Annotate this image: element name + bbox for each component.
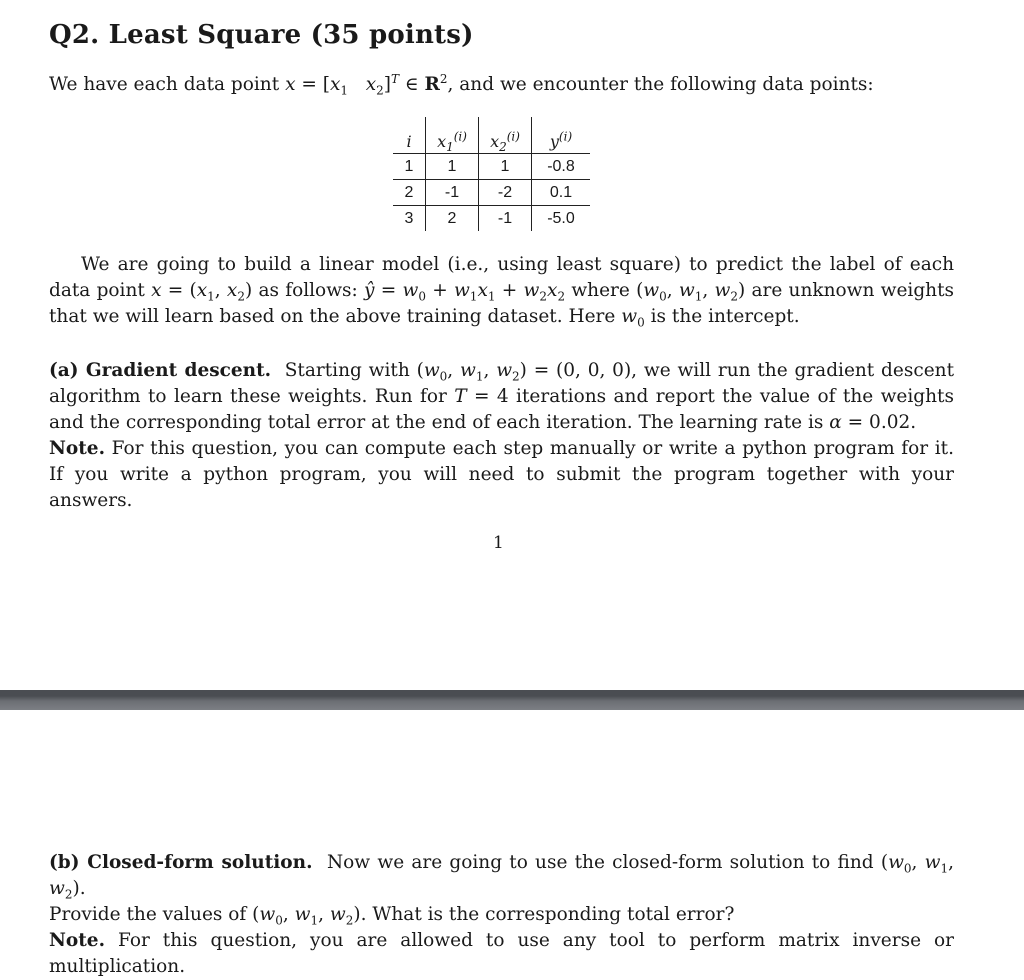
part-b-heading: (b) Closed-form solution. bbox=[49, 852, 313, 873]
part-b-text-1: Now we are going to use the closed-form solution to find bbox=[326, 852, 874, 873]
table-cell: -5.0 bbox=[547, 209, 575, 227]
part-b-text-3: Provide the values of bbox=[49, 904, 247, 925]
header-i: i bbox=[393, 117, 426, 154]
header-y: $y^{(i)}$ bbox=[532, 117, 591, 154]
intro-paragraph: We have each data point $x = [x_1$ $x_2]^T$ ∈ $R^2$, and we encounter the following data points: bbox=[49, 71, 874, 98]
intro-text-1: We have each data point bbox=[49, 74, 280, 95]
model-paragraph: We are going to build a linear model (i.e., using least square) to predict the label of each data point $x = (x_1$, $x_2$) as follows: ŷ = $w_0 + w_1x_1 + w_2x_2$ where ($w_0$, $w_1$, $w_2$) are unknown weights that we will learn based on the above training dataset. Here $w_0$ is the intercept. bbox=[49, 254, 955, 330]
table-cell: 1 bbox=[393, 154, 426, 180]
table-cell: -1 bbox=[479, 206, 532, 232]
intro-text-2: , and we encounter the following data points: bbox=[447, 74, 874, 95]
part-a-text-3: iterations and report the value of the weights and the corresponding total error at the end of each iteration. The learning rate is bbox=[49, 386, 954, 433]
part-a-text-4: . bbox=[910, 412, 917, 433]
question-title: Q2. Least Square (35 points) bbox=[49, 20, 474, 50]
formula-x-vector: x bbox=[285, 74, 296, 95]
table-row bbox=[393, 180, 590, 206]
part-b-text-2: . bbox=[79, 878, 86, 899]
table-cell: 3 bbox=[393, 206, 426, 232]
model-text-3: where bbox=[571, 280, 630, 301]
header-x1: $x_1^{(i)}$ bbox=[426, 117, 479, 154]
part-b-note-label: Note. bbox=[49, 930, 106, 951]
header-x2: $x_2^{(i)}$ bbox=[479, 117, 532, 154]
table-row bbox=[393, 206, 590, 232]
table-cell: 1 bbox=[479, 154, 532, 180]
part-a-note-label: Note. bbox=[49, 438, 106, 459]
page-bottom bbox=[0, 710, 1024, 977]
page-number: 1 bbox=[493, 533, 504, 553]
model-text-4: are unknown weights that we will learn based on the above training dataset. Here bbox=[49, 280, 955, 327]
data-table bbox=[393, 117, 590, 231]
model-text-1: We are going to build a linear model (i.e., using least square) to predict the label of each data point bbox=[49, 254, 954, 301]
part-a-text-2: , we will run the gradient descent algorithm to learn these weights. Run for bbox=[49, 360, 955, 407]
part-a-text-1: Starting with bbox=[284, 360, 410, 381]
table-cell: 0.1 bbox=[532, 180, 591, 206]
table-header-row bbox=[393, 117, 590, 154]
part-a-paragraph: (a) Gradient descent. Starting with ($w_0$, $w_1$, $w_2) = (0$, 0, 0), we will run the gradient descent algorithm to learn these weights. Run for T = 4 iterations and report the value of the weights and the corresponding total error at the end of each iteration. The learning rate is α = 0.02. Note. For this question, you can compute each step manually or write a python program for it. If you write a python program, you will need to submit the program together with your answers. bbox=[49, 360, 955, 511]
part-b-text-4: . What is the corresponding total error? bbox=[360, 904, 735, 925]
table-cell: 2 bbox=[393, 180, 426, 206]
part-a-heading: (a) Gradient descent. bbox=[49, 360, 272, 381]
table-cell: -1 bbox=[426, 180, 479, 206]
part-b-paragraph: (b) Closed-form solution. Now we are going to use the closed-form solution to find ($w_0$, $w_1$, $w_2$). Provide the values of ($w_0$, $w_1$, $w_2$). What is the corresponding total error? Note. For this question, you are allowed to use any tool to perform matrix inverse or multiplication. bbox=[49, 852, 955, 977]
table-cell: 2 bbox=[426, 206, 479, 232]
model-text-2: as follows: bbox=[258, 280, 358, 301]
table-row bbox=[393, 154, 590, 180]
table-cell: -2 bbox=[479, 180, 532, 206]
table-cell: 1 bbox=[426, 154, 479, 180]
part-a-note: For this question, you can compute each step manually or write a python program for it. If you write a python program, you will need to submit the program together with your answers. bbox=[49, 438, 954, 511]
part-b-note: For this question, you are allowed to use any tool to perform matrix inverse or multiplication. bbox=[49, 930, 954, 977]
page-separator bbox=[0, 690, 1024, 710]
model-text-5: is the intercept. bbox=[650, 306, 800, 327]
table-cell: -0.8 bbox=[532, 154, 591, 180]
